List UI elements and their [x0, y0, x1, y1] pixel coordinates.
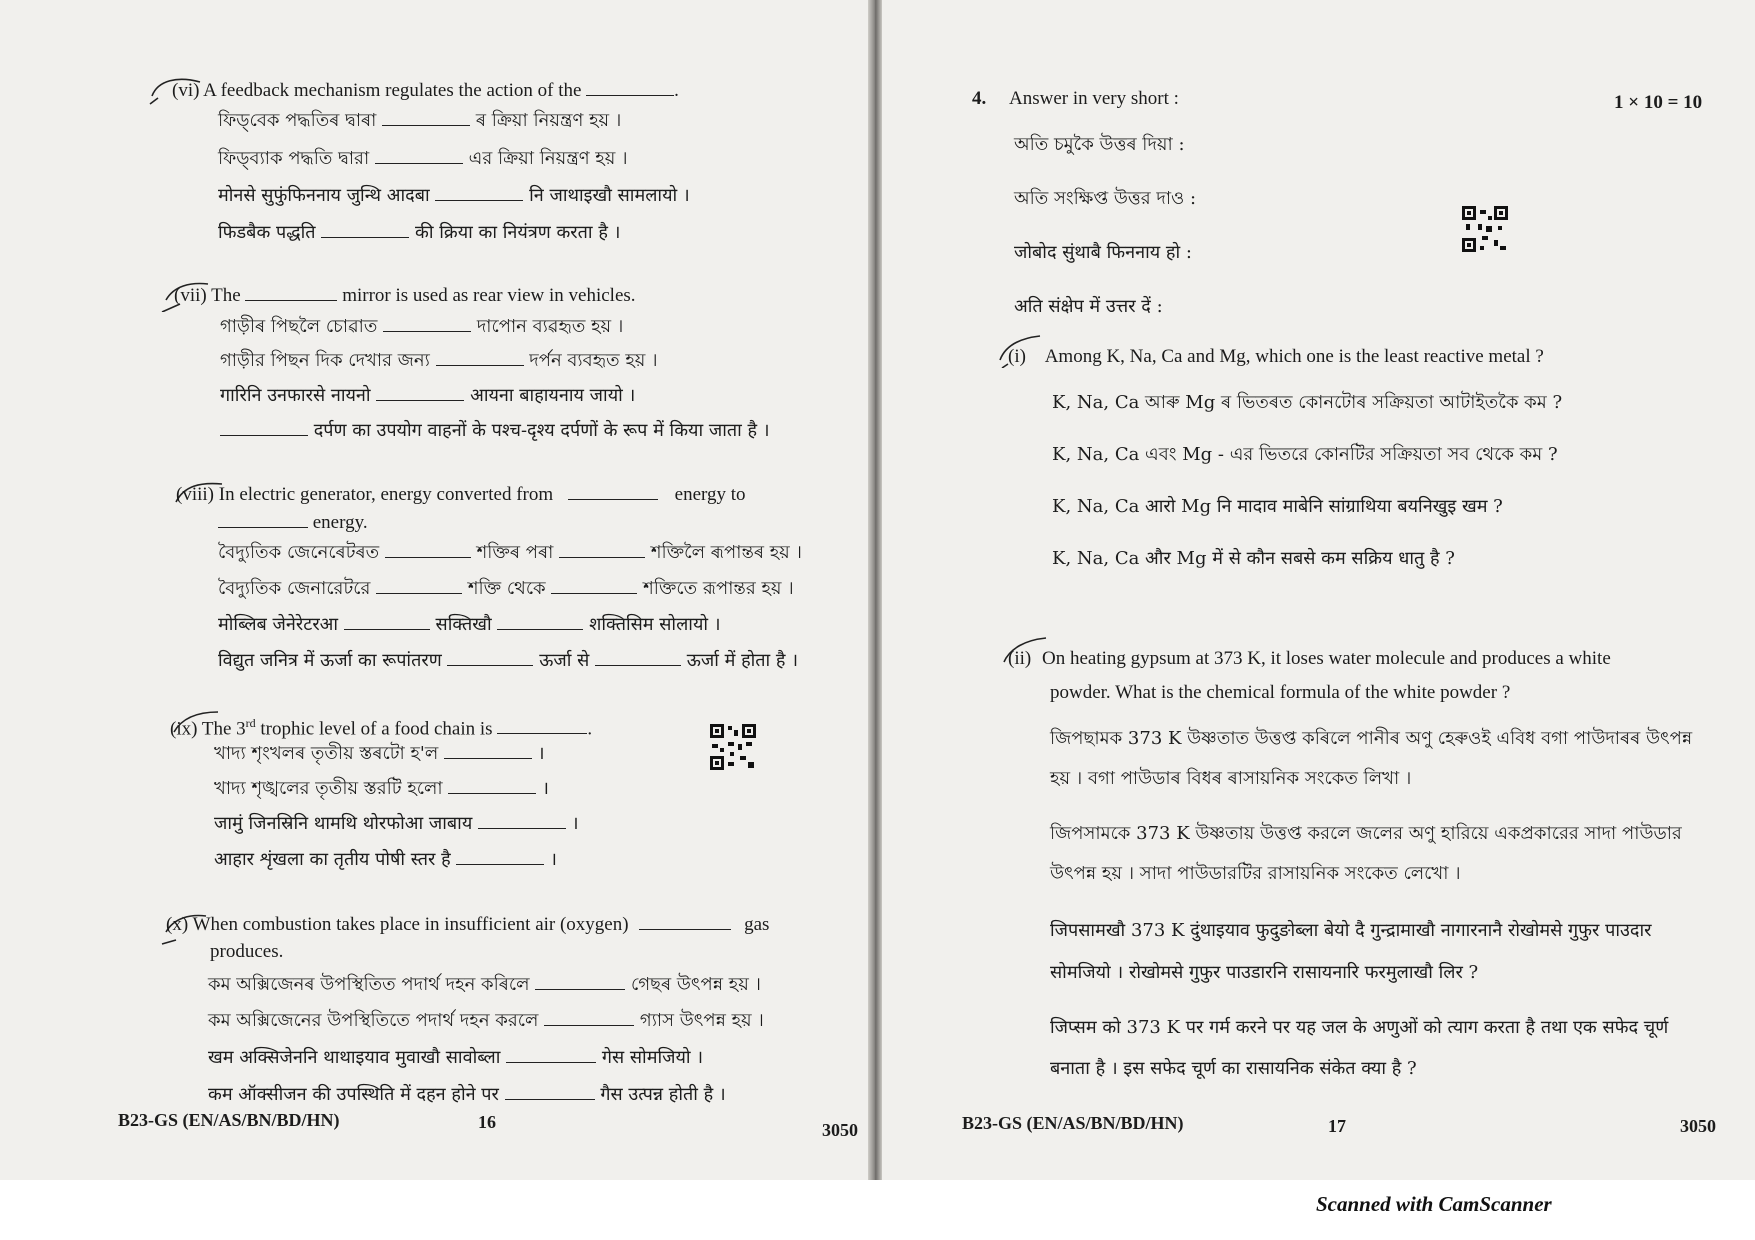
question-text-bd-end: नि जाथाइखौ सामलायो ।	[529, 185, 690, 206]
question-text-bd: मोब्लिब जेनेरेटरआ	[218, 614, 339, 635]
instruction-bd: जोबोद सुंथाबै फिननाय हो :	[1014, 242, 1192, 263]
qr-code-icon	[710, 724, 756, 770]
question-text-as-end: ৰ ক্ৰিয়া নিয়ন্ত্ৰণ হয় ।	[475, 110, 622, 131]
question-number: (ii)	[1008, 648, 1032, 669]
answer-blank	[535, 988, 625, 990]
question-text-hn: दर्पण का उपयोग वाहनों के पश्च-दृश्य दर्पणों के रूप में किया जाता है ।	[313, 420, 770, 441]
question-text-hn: विद्युत जनित्र में ऊर्जा का रूपांतरण	[218, 650, 442, 671]
question-number: (x)	[166, 914, 189, 935]
question-text-bn: জিপসামকে 373 K উষ্ণতায় উত্তপ্ত করলে জলের অণু হারিয়ে একপ্রকারের সাদা পাউডার	[1050, 823, 1682, 844]
answer-blank	[586, 94, 674, 96]
question-text-as: K, Na, Ca আৰু Mg ৰ ভিতৰত কোনটোৰ সক্ৰিয়তা আটাইতকৈ কম ?	[1052, 392, 1563, 413]
question-number: (viii)	[176, 484, 214, 505]
right-page	[882, 0, 1755, 1180]
answer-blank	[456, 863, 544, 865]
answer-blank	[383, 330, 471, 332]
answer-blank	[559, 556, 645, 558]
question-text-hn-end: की क्रिया का नियंत्रण करता है ।	[415, 222, 621, 243]
question-text-en-end: mirror is used as rear view in vehicles.	[342, 285, 636, 306]
question-text-en-end: produces.	[210, 941, 284, 962]
question-number: (ix)	[170, 718, 198, 740]
answer-blank	[376, 592, 462, 594]
question-text-en: A feedback mechanism regulates the action of the	[203, 80, 582, 101]
question-text-en: In electric generator, energy converted from	[218, 484, 554, 505]
footer-paper-code: B23-GS (EN/AS/BN/BD/HN)	[962, 1113, 1184, 1133]
question-text-hn: जिप्सम को 373 K पर गर्म करने पर यह जल के अणुओं को त्याग करता है तथा एक सफेद चूर्ण	[1050, 1017, 1669, 1038]
answer-blank	[568, 498, 658, 500]
question-text-hn-mid: ऊर्जा से	[539, 650, 590, 671]
question-text-hn-end: ऊर्जा में होता है ।	[686, 650, 799, 671]
question-text-bd-end: ।	[571, 813, 579, 834]
answer-blank	[497, 732, 587, 734]
question-text-as-end: ।	[537, 743, 545, 764]
left-page	[0, 0, 872, 1180]
question-text-en-mid: gas	[744, 914, 770, 935]
instruction-bn: অতি সংক্ষিপ্ত উত্তর দাও :	[1014, 188, 1197, 209]
question-text-bd-end: आयना बाहायनाय जायो ।	[470, 385, 636, 406]
question-text-bd: गारिनि उनफारसे नायनो	[220, 385, 371, 406]
question-text-hn: फिडबैक पद्धति	[218, 222, 316, 243]
question-text-bn: ফিড্‌ব্যাক পদ্ধতি দ্বারা	[218, 148, 370, 169]
answer-blank	[448, 792, 536, 794]
question-text-bd: K, Na, Ca आरो Mg नि मादाव माबेनि सांग्राथिया बयनिखुइ खम ?	[1052, 496, 1503, 517]
question-text-as: গাড়ীৰ পিছলৈ চোৱাত	[220, 316, 378, 337]
answer-blank	[444, 757, 532, 759]
question-text-as-mid: শক্তিৰ পৰা	[476, 542, 554, 563]
question-text-bd-end: शक्तिसिम सोलायो ।	[589, 614, 721, 635]
question-text-hn: आहार शृंखला का तृतीय पोषी स्तर है	[214, 849, 451, 870]
question-text-bd: जिपसामखौ 373 K दुंथाइयाव फुदुङोब्ला बेयो दै गुन्द्रामाखौ नागारनानै रोखोमसे गुफुर पाउदार	[1050, 920, 1652, 941]
question-text-bd: जामुं जिनस्रिनि थामथि थोरफोआ जाबाय	[214, 813, 473, 834]
question-number: 4.	[972, 88, 987, 109]
answer-blank	[436, 364, 524, 366]
question-text-bn-end: দর্পন ব্যবহৃত হয় ।	[529, 350, 658, 371]
question-text-bd: मोनसे सुफुंफिननाय जुन्थि आदबा	[218, 185, 430, 206]
footer-page-number: 17	[1328, 1116, 1346, 1136]
punctuation: .	[587, 718, 593, 740]
instruction-as: অতি চমুকৈ উত্তৰ দিয়া :	[1014, 134, 1185, 155]
question-text-bn: খাদ্য শৃঙ্খলের তৃতীয় স্তরটি হলো	[214, 778, 443, 799]
answer-blank	[551, 592, 637, 594]
answer-blank	[544, 1024, 634, 1026]
answer-blank	[497, 628, 583, 630]
answer-blank	[382, 124, 470, 126]
question-text-bn-end: গ্যাস উৎপন্ন হয় ।	[639, 1010, 764, 1031]
answer-blank	[447, 664, 533, 666]
question-number: (i)	[1008, 346, 1026, 367]
question-text-en: Among K, Na, Ca and Mg, which one is the least reactive metal ?	[1044, 346, 1544, 367]
camscanner-watermark: Scanned with CamScanner	[1316, 1192, 1552, 1216]
question-text-bn: বৈদ্যুতিক জেনারেটরে	[218, 578, 371, 599]
answer-blank	[595, 664, 681, 666]
question-4-title: Answer in very short :	[1009, 88, 1179, 109]
answer-blank	[385, 556, 471, 558]
question-text-hn-end: गैस उत्पन्न होती है ।	[600, 1084, 726, 1105]
question-number: (vii)	[174, 285, 207, 306]
question-text-bn-end: এর ক্রিয়া নিয়ন্ত্রণ হয় ।	[468, 148, 628, 169]
question-text-as: জিপছামক 373 K উষ্ণতাত উত্তপ্ত কৰিলে পানীৰ অণু হেৰুওই এবিধ বগা পাউদাৰৰ উৎপন্ন	[1050, 728, 1693, 749]
answer-blank	[478, 827, 566, 829]
question-text-en: The 3	[201, 718, 246, 740]
question-text-hn-end: ।	[550, 849, 557, 870]
answer-blank	[218, 526, 308, 528]
question-text-bn-cont: উৎপন্ন হয় । সাদা পাউডারটির রাসায়নিক সংকেত লেখো ।	[1050, 863, 1461, 884]
answer-blank	[639, 928, 731, 930]
answer-blank	[220, 434, 308, 436]
footer-paper-code: B23-GS (EN/AS/BN/BD/HN)	[118, 1110, 340, 1130]
answer-blank	[376, 399, 464, 401]
punctuation: .	[674, 80, 679, 101]
question-text-bn: গাড়ীর পিছন দিক দেখার জন্য	[220, 350, 430, 371]
question-text-bn: K, Na, Ca এবং Mg - এর ভিতরে কোনটির সক্রিয়তা সব থেকে কম ?	[1052, 444, 1558, 465]
answer-blank	[506, 1061, 596, 1063]
question-text-bn-mid: শক্তি থেকে	[467, 578, 546, 599]
question-text-hn: कम ऑक्सीजन की उपस्थिति में दहन होने पर	[208, 1084, 499, 1105]
question-text-en-mid: trophic level of a food chain is	[255, 718, 493, 740]
question-text-bd: खम अक्सिजेननि थाथाइयाव मुवाखौ सावोब्ला	[208, 1047, 501, 1068]
question-text-hn: K, Na, Ca और Mg में से कौन सबसे कम सक्रिय धातु है ?	[1052, 548, 1455, 569]
ordinal-suffix: rd	[245, 716, 256, 730]
question-text-bd-mid: सक्तिखौ	[435, 614, 492, 635]
footer-paper-number: 3050	[1680, 1116, 1716, 1136]
question-text-bn: কম অক্সিজেনের উপস্থিতিতে পদার্থ দহন করলে	[208, 1010, 539, 1031]
instruction-hn: अति संक्षेप में उत्तर दें :	[1014, 296, 1163, 317]
question-text-bn-end: শক্তিতে রূপান্তর হয় ।	[643, 578, 794, 599]
book-gutter	[868, 0, 882, 1180]
question-text-as: কম অক্সিজেনৰ উপস্থিতিত পদাৰ্থ দহন কৰিলে	[208, 974, 530, 995]
question-text-hn-cont: बनाता है । इस सफेद चूर्ण का रासायनिक संकेत क्या है ?	[1050, 1058, 1417, 1079]
question-4-heading	[972, 88, 1179, 110]
question-text-en: The	[211, 285, 241, 306]
footer-page-number: 16	[478, 1112, 496, 1132]
question-text-as-end: দাপোন ব্যৱহৃত হয় ।	[476, 316, 624, 337]
question-text-as-end: শক্তিলৈ ৰূপান্তৰ হয় ।	[650, 542, 802, 563]
answer-blank	[344, 628, 430, 630]
question-text-as-end: গেছৰ উৎপন্ন হয় ।	[631, 974, 761, 995]
qr-code-icon	[1462, 206, 1508, 252]
answer-blank	[435, 199, 523, 201]
marks-label: 1 × 10 = 10	[1614, 92, 1703, 113]
question-text-as-cont: হয় । বগা পাউডাৰ বিধৰ ৰাসায়নিক সংকেত লিখা ।	[1050, 768, 1412, 789]
question-number: (vi)	[172, 80, 200, 101]
footer-paper-number: 3050	[822, 1120, 858, 1140]
question-text-as: ফিড্‌বেক পদ্ধতিৰ দ্বাৰা	[218, 110, 377, 131]
question-text-en: On heating gypsum at 373 K, it loses water molecule and produces a white	[1041, 648, 1611, 669]
question-text-en: When combustion takes place in insufficient air (oxygen)	[192, 914, 629, 935]
question-text-en-mid: energy to	[674, 484, 746, 505]
question-text-en-cont: powder. What is the chemical formula of the white powder ?	[1050, 682, 1511, 703]
answer-blank	[375, 162, 463, 164]
question-text-bd-end: गेस सोमजियो ।	[601, 1047, 704, 1068]
question-text-as: খাদ্য শৃংখলৰ তৃতীয় স্তৰটো হ'ল	[214, 743, 439, 764]
question-text-bn-end: ।	[542, 778, 549, 799]
answer-blank	[505, 1098, 595, 1100]
answer-blank	[321, 236, 409, 238]
question-text-bd-cont: सोमजियो । रोखोमसे गुफुर पाउडारनि रासायनारि फरमुलाखौ लिर ?	[1050, 962, 1479, 983]
question-text-en-end: energy.	[312, 512, 368, 533]
question-text-as: বৈদ্যুতিক জেনেৰেটৰত	[218, 542, 380, 563]
answer-blank	[245, 299, 337, 301]
